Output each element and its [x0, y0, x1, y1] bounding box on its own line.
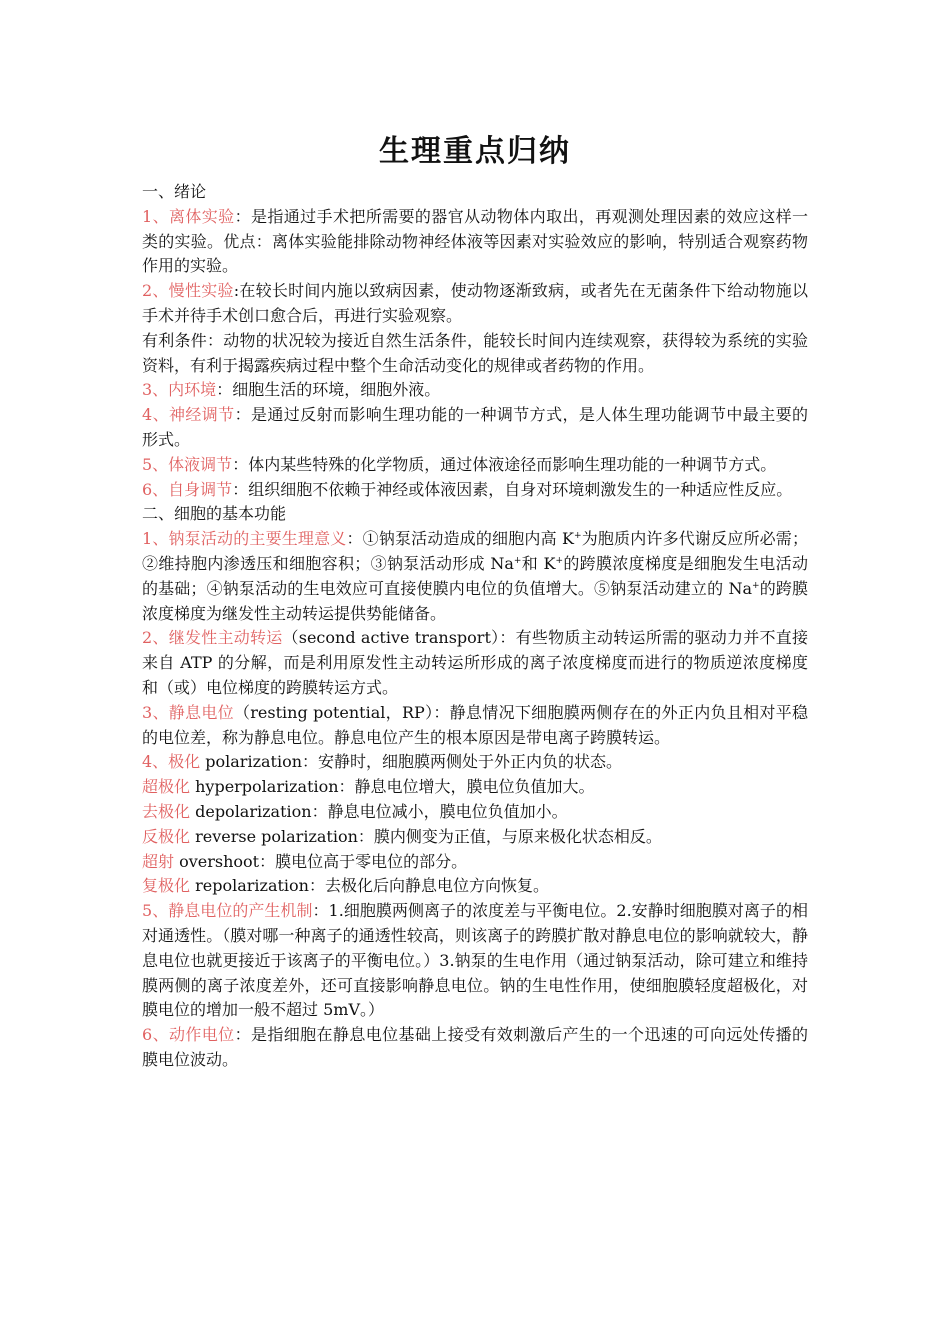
- paragraph-text: ：①钠泵活动造成的细胞内高 K: [346, 529, 574, 549]
- paragraph: [142, 850, 808, 875]
- term-label: 2、继发性主动转运: [142, 628, 283, 648]
- paragraph-text: （resting potential，RP）：静息情况下细胞膜两侧存在的外正内负且相对平稳的电位差，称为静息电位。静息电位产生的根本原因是带电离子跨膜转运。: [142, 702, 808, 747]
- document-page: [142, 128, 808, 1073]
- paragraph-text: ：是指通过手术把所需要的器官从动物体内取出，再观测处理因素的效应这样一类的实验。优点：离体实验能排除动物神经体液等因素对实验效应的影响，特别适合观察药物作用的实验。: [142, 206, 808, 276]
- paragraph: 有利条件：动物的状况较为接近自然生活条件，能较长时间内连续观察，获得较为系统的实验资料，有利于揭露疾病过程中整个生命活动变化的规律或者药物的作用。: [142, 330, 808, 375]
- paragraph-text: ：细胞生活的环境，细胞外液。: [216, 380, 441, 400]
- paragraph-text: ：组织细胞不依赖于神经或体液因素，自身对环境刺激发生的一种适应性反应。: [232, 479, 793, 499]
- paragraph: [142, 453, 808, 478]
- term-label: 3、内环境: [142, 380, 217, 400]
- term-label: 5、静息电位的产生机制: [142, 901, 313, 921]
- paragraph-text: 和 K: [521, 553, 556, 573]
- paragraph-text: hyperpolarization：静息电位增大，膜电位负值加大。: [190, 777, 595, 797]
- paragraph: [142, 1023, 808, 1073]
- paragraph-text: ：是通过反射而影响生理功能的一种调节方式，是人体生理功能调节中最主要的形式。: [142, 405, 808, 449]
- paragraph: [142, 701, 808, 751]
- paragraph: [142, 750, 808, 775]
- term-label: 6、自身调节: [142, 479, 233, 499]
- paragraph: [142, 527, 808, 626]
- term-label: 6、动作电位: [142, 1025, 235, 1045]
- term-label: 反极化: [142, 826, 191, 846]
- term-label: 复极化: [142, 876, 191, 896]
- paragraph: [142, 825, 808, 850]
- term-label: 超极化: [142, 777, 191, 797]
- page-title: 生理重点归纳: [379, 134, 571, 169]
- paragraph: [142, 378, 808, 403]
- paragraph: [142, 874, 808, 899]
- paragraph: [142, 403, 808, 453]
- paragraph: [142, 775, 808, 800]
- term-label: 4、极化: [142, 752, 201, 772]
- paragraph-text: ：1.细胞膜两侧离子的浓度差与平衡电位。2.安静时细胞膜对离子的相对通透性。（膜对哪一种离子的通透性较高，则该离子的跨膜扩散对静息电位的影响就较大，静息电位也就更接近于该离子的平衡电位。）3.钠泵的生电作用（通过钠泵活动，除可建立和维持膜两侧的离子浓度差外，还可直接影响静息电位。钠的生电性作用，使细胞膜轻度超极化，对膜电位的增加一般不超过 5mV。）: [142, 901, 808, 1020]
- paragraph-text: 的跨膜浓度梯度是细胞发生电活动的基础；④钠泵活动的生电效应可直接使膜内电位的负值增大。⑤钠泵活动建立的 Na: [142, 553, 808, 598]
- paragraph-text: polarization：安静时，细胞膜两侧处于外正内负的状态。: [200, 752, 623, 772]
- term-label: 超射: [142, 851, 175, 871]
- superscript-plus: +: [513, 555, 522, 566]
- paragraph-text: reverse polarization：膜内侧变为正值，与原来极化状态相反。: [190, 826, 662, 846]
- paragraph: [142, 899, 808, 1023]
- paragraph-text: repolarization：去极化后向静息电位方向恢复。: [190, 876, 549, 896]
- paragraph: [142, 800, 808, 825]
- term-label: 1、离体实验: [142, 206, 235, 226]
- paragraph: [142, 205, 808, 279]
- paragraph-text: depolarization：静息电位减小，膜电位负值加小。: [190, 801, 568, 821]
- paragraph: [142, 478, 808, 503]
- section-heading: 二、细胞的基本功能: [142, 504, 287, 524]
- paragraph-text: overshoot：膜电位高于零电位的部分。: [174, 851, 468, 871]
- paragraph-text: （second active transport）：有些物质主动转运所需的驱动力并不直接来自 ATP 的分解，而是利用原发性主动转运所形成的离子浓度梯度而进行的物质逆浓度梯度和（或）电位梯度的跨膜转运方式。: [142, 628, 808, 697]
- term-label: 5、体液调节: [142, 454, 233, 474]
- section-heading: 一、绪论: [142, 182, 207, 201]
- paragraph-text: ：体内某些特殊的化学物质，通过体液途径而影响生理功能的一种调节方式。: [232, 454, 777, 474]
- paragraph: [142, 279, 808, 329]
- paragraph-text: 为胞质内许多代谢反应所必需；②维持胞内渗透压和细胞容积；③钠泵活动形成 Na: [142, 529, 808, 573]
- paragraph-text: 的跨膜浓度梯度为继发性主动转运提供势能储备。: [142, 578, 808, 623]
- paragraph: [142, 626, 808, 700]
- paragraph-text: ：是指细胞在静息电位基础上接受有效刺激后产生的一个迅速的可向远处传播的膜电位波动。: [142, 1025, 808, 1069]
- term-label: 4、神经调节: [142, 405, 235, 425]
- term-label: 去极化: [142, 801, 191, 821]
- superscript-plus: +: [555, 555, 564, 566]
- term-label: 3、静息电位: [142, 702, 234, 722]
- paragraph-text: :在较长时间内施以致病因素，使动物逐渐致病，或者先在无菌条件下给动物施以手术并待手术创口愈合后，再进行实验观察。: [142, 281, 808, 325]
- superscript-plus: +: [752, 580, 760, 591]
- term-label: 2、慢性实验: [142, 281, 234, 301]
- term-label: 1、钠泵活动的主要生理意义: [142, 529, 347, 549]
- superscript-plus: +: [573, 531, 582, 542]
